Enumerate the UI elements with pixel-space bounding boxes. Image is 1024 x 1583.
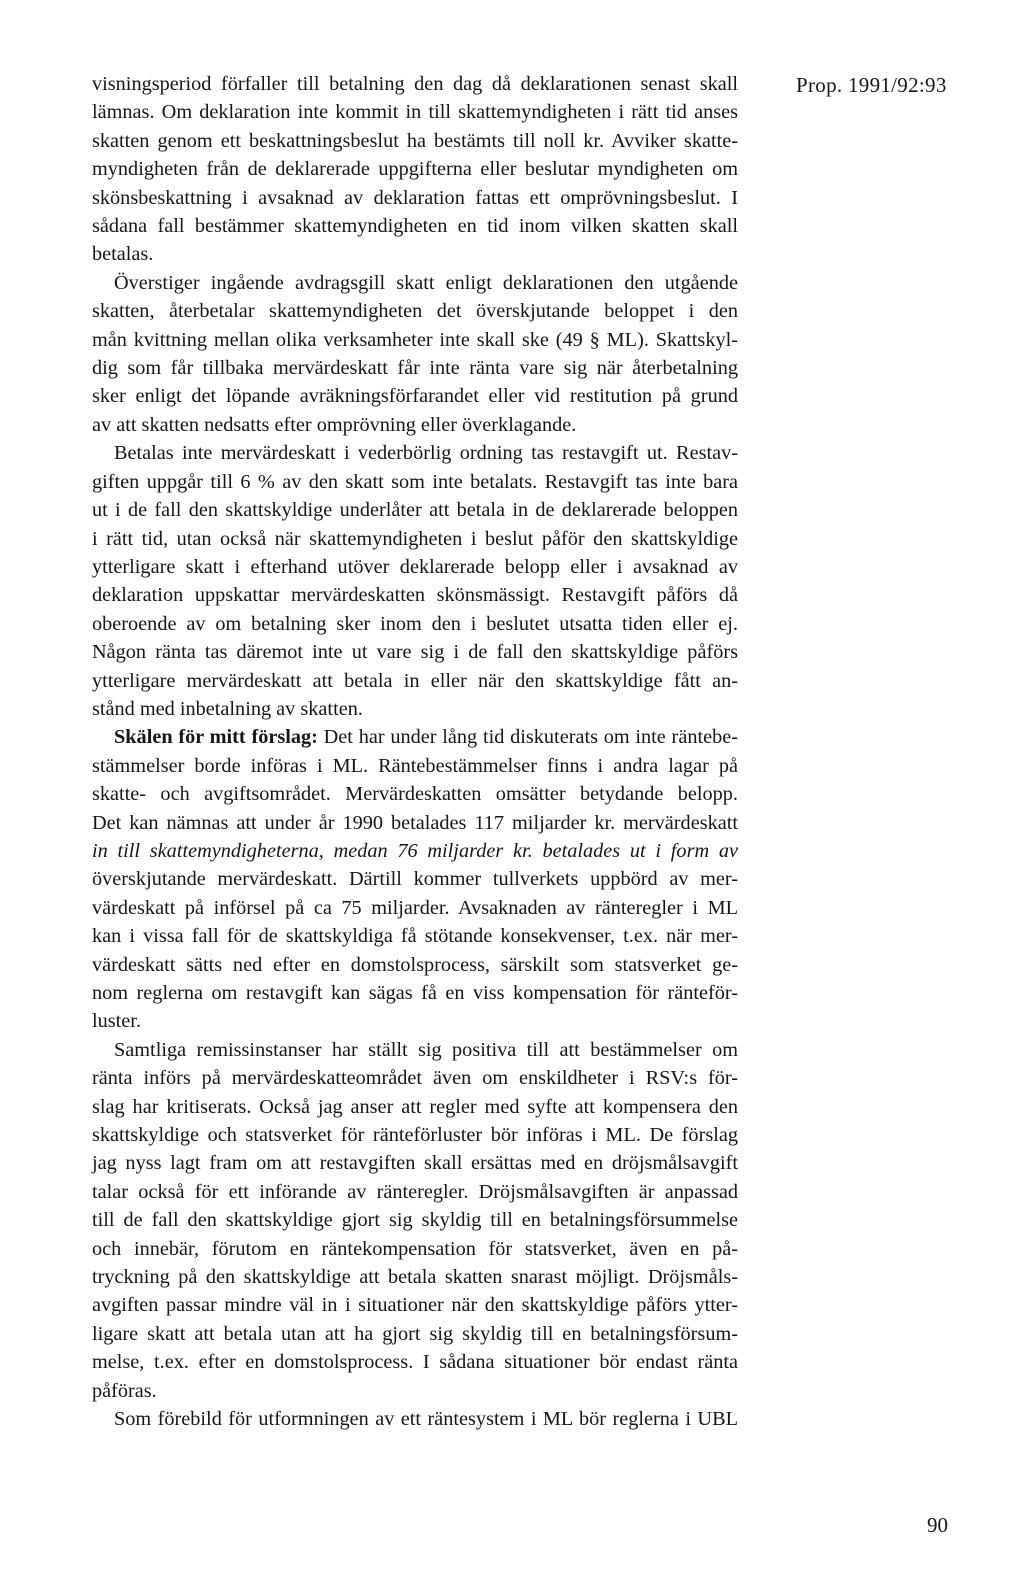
- text-line: in till skattemyndigheterna, medan 76 miljarder kr. betalades ut i form av: [92, 839, 738, 862]
- text-line: stämmelser borde införas i ML. Räntebestämmelser finns i andra lagar på: [92, 754, 738, 777]
- text-line: påföras.: [92, 1379, 157, 1402]
- text-line: av att skatten nedsatts efter omprövning eller överklagande.: [92, 413, 577, 436]
- text-line: värdeskatt sätts ned efter en domstolsprocess, särskilt som statsverket ge-: [92, 953, 738, 976]
- text-line: visningsperiod förfaller till betalning den dag då deklarationen senast skall: [92, 73, 738, 95]
- body-text: [92, 70, 738, 1434]
- text-line: skatte- och avgiftsområdet. Mervärdeskatten omsätter betydande belopp.: [92, 783, 738, 806]
- text-line: sådana fall bestämmer skattemyndigheten en tid inom vilken skatten skall: [92, 215, 738, 238]
- text-line: slag har kritiserats. Också jag anser att regler med syfte att kompensera den: [92, 1095, 738, 1118]
- text-line: ränta införs på mervärdeskatteområdet även om enskildheter i RSV:s för-: [92, 1067, 738, 1090]
- text-line: luster.: [92, 1010, 142, 1033]
- text-line: kan i vissa fall för de skattskyldiga få stötande konsekvenser, t.ex. när mer-: [92, 925, 738, 948]
- text-line: skönsbeskattning i avsaknad av deklaration fattas ett omprövningsbeslut. I: [92, 186, 738, 209]
- text-line: oberoende av om betalning sker inom den i beslutet utsatta tiden eller ej.: [92, 612, 738, 635]
- text-line: i rätt tid, utan också när skattemyndigheten i beslut påför den skattskyldige: [92, 527, 738, 550]
- text-line: Som förebild för utformningen av ett räntesystem i ML bör reglerna i UBL: [114, 1408, 738, 1431]
- text-line: tryckning på den skattskyldige att betala skatten snarast möjligt. Dröjsmåls-: [92, 1266, 738, 1289]
- paragraph: [92, 70, 738, 269]
- text-line: mån kvittning mellan olika verksamheter inte skall ske (49 § ML). Skattskyl-: [92, 328, 738, 351]
- text-line: giften uppgår till 6 % av den skatt som inte betalats. Restavgift tas inte bara: [92, 470, 738, 493]
- text-line: ytterligare skatt i efterhand utöver deklarerade belopp eller i avsaknad av: [92, 555, 738, 578]
- text-line: värdeskatt på införsel på ca 75 miljarder. Avsaknaden av ränteregler i ML: [92, 896, 738, 919]
- text-line: ytterligare mervärdeskatt att betala in eller när den skattskyldige fått an-: [92, 669, 738, 692]
- text-line: skatten, återbetalar skattemyndigheten det överskjutande beloppet i den: [92, 300, 738, 323]
- text-line: talar också för ett införande av ränteregler. Dröjsmålsavgiften är anpassad: [92, 1180, 738, 1203]
- page-number: 90: [927, 1513, 948, 1537]
- paragraph: [92, 1036, 738, 1405]
- text-line: till de fall den skattskyldige gjort sig skyldig till en betalningsförsummelse: [92, 1209, 738, 1232]
- text-line: stånd med inbetalning av skatten.: [92, 697, 363, 720]
- text-line: Det kan nämnas att under år 1990 betalades 117 miljarder kr. mervärdeskatt: [92, 811, 738, 834]
- text-line: skatten genom ett beskattningsbeslut ha bestämts till noll kr. Avviker skatte-: [92, 129, 738, 152]
- paragraph: [92, 439, 738, 723]
- text-line: [92, 723, 738, 751]
- text-line: Betalas inte mervärdeskatt i vederbörlig ordning tas restavgift ut. Restav-: [114, 442, 738, 465]
- paragraph: [92, 269, 738, 439]
- paragraph: [92, 1405, 738, 1433]
- paragraph: [92, 723, 738, 1035]
- text-line: deklaration uppskattar mervärdeskatten skönsmässigt. Restavgift påförs då: [92, 584, 738, 607]
- text-line: skattskyldige och statsverket för ränteförluster bör införas i ML. De förslag: [92, 1124, 738, 1147]
- text-line: lämnas. Om deklaration inte kommit in till skattemyndigheten i rätt tid anses: [92, 101, 738, 124]
- text-span: Det har under lång tid diskuterats om inte räntebe-: [317, 726, 738, 749]
- text-line: myndigheten från de deklarerade uppgifterna eller beslutar myndigheten om: [92, 158, 738, 181]
- text-line: Samtliga remissinstanser har ställt sig positiva till att bestämmelser om: [114, 1038, 738, 1061]
- document-reference: Prop. 1991/92:93: [796, 73, 947, 97]
- text-line: dig som får tillbaka mervärdeskatt får inte ränta vare sig när återbetalning: [92, 357, 738, 380]
- text-line: sker enligt det löpande avräkningsförfarandet eller vid restitution på grund: [92, 385, 738, 408]
- text-line: avgiften passar mindre väl in i situationer när den skattskyldige påförs ytter-: [92, 1294, 738, 1317]
- text-line: ligare skatt att betala utan att ha gjort sig skyldig till en betalningsförsum-: [92, 1322, 738, 1345]
- section-lead-heading: Skälen för mitt förslag:: [114, 726, 318, 749]
- text-line: Överstiger ingående avdragsgill skatt enligt deklarationen den utgående: [114, 271, 738, 294]
- text-line: ut i de fall den skattskyldige underlåter att betala in de deklarerade beloppen: [92, 499, 738, 522]
- text-line: nom reglerna om restavgift kan sägas få en viss kompensation för ränteför-: [92, 982, 738, 1004]
- text-line: överskjutande mervärdeskatt. Därtill kommer tullverkets uppbörd av mer-: [92, 868, 738, 891]
- text-line: Någon ränta tas däremot inte ut vare sig i de fall den skattskyldige påförs: [92, 641, 738, 664]
- text-line: och innebär, förutom en räntekompensation för statsverket, även en på-: [92, 1237, 738, 1260]
- text-line: betalas.: [92, 243, 154, 266]
- text-line: jag nyss lagt fram om att restavgiften skall ersättas med en dröjsmålsavgift: [92, 1152, 738, 1175]
- text-line: melse, t.ex. efter en domstolsprocess. I sådana situationer bör endast ränta: [92, 1351, 738, 1374]
